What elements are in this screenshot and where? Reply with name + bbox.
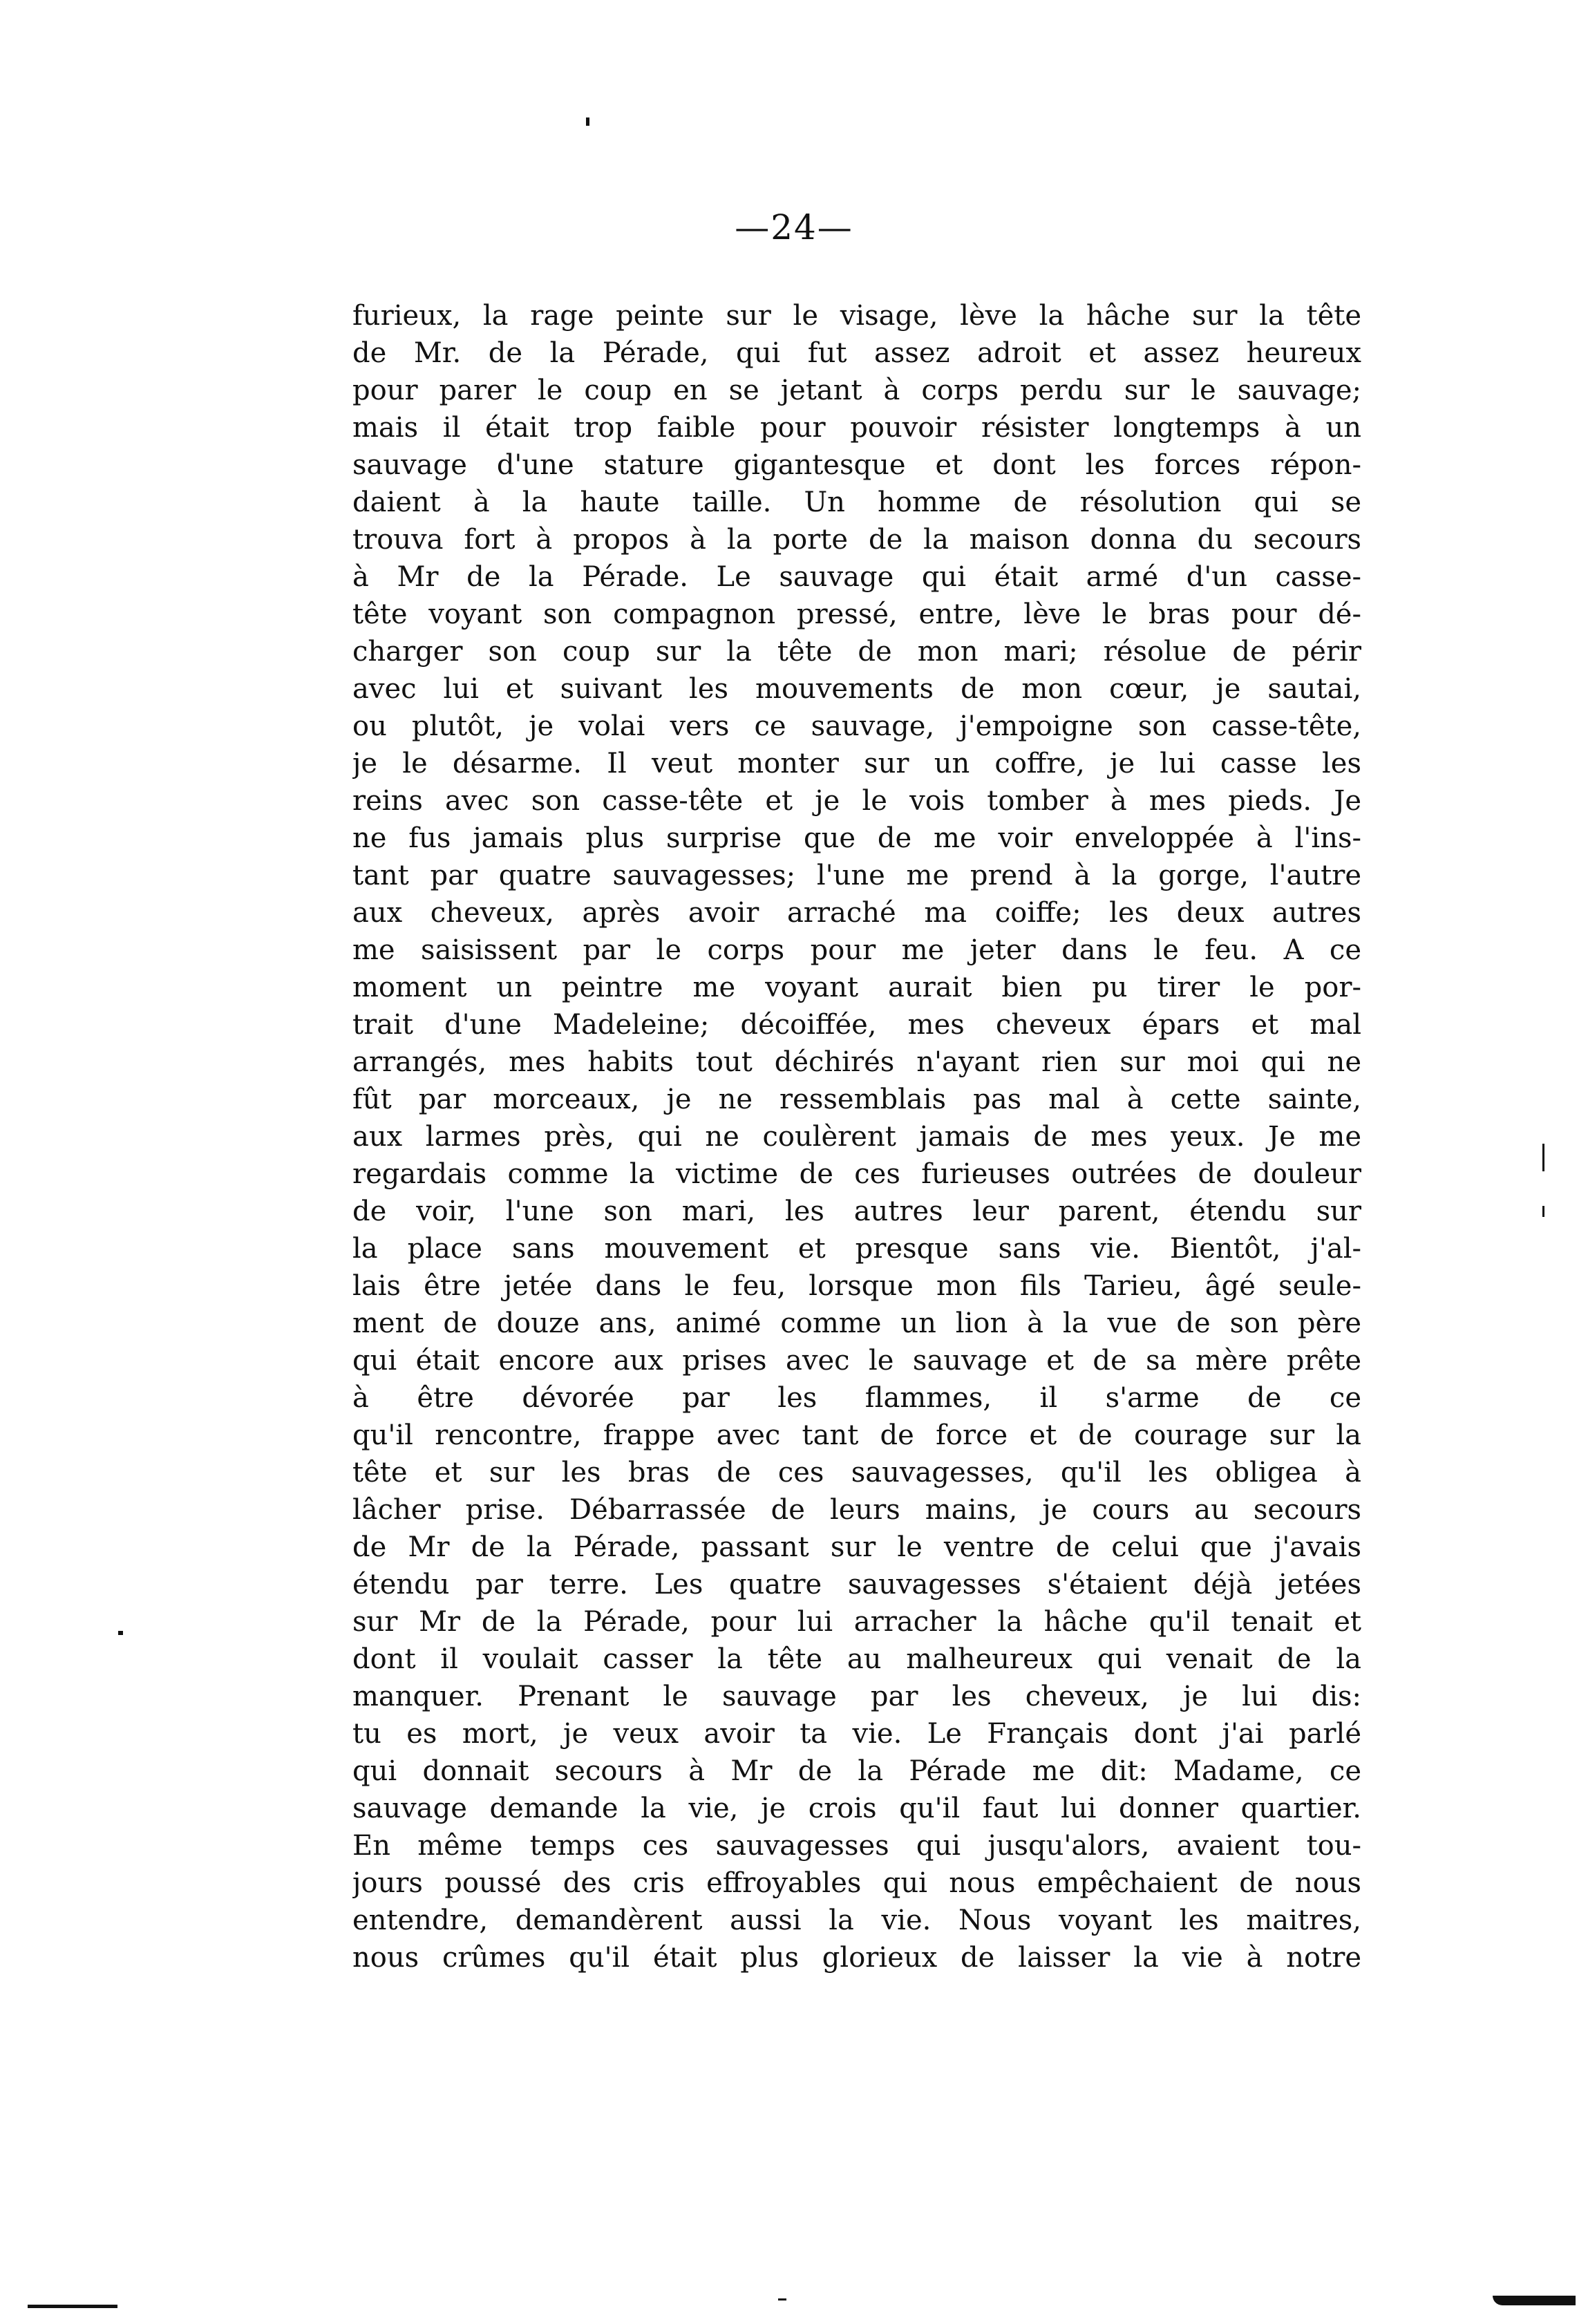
text-line: pour parer le coup en se jetant à corps perdu sur le sauvage; bbox=[352, 375, 1361, 406]
text-line: sauvage d'une stature gigantesque et dont les forces répon- bbox=[352, 449, 1361, 481]
body-text bbox=[352, 297, 1361, 1976]
text-line: lais être jetée dans le feu, lorsque mon fils Tarieu, âgé seule- bbox=[352, 1270, 1361, 1302]
text-line: dont il voulait casser la tête au malheureux qui venait de la bbox=[352, 1643, 1361, 1675]
text-line: jours poussé des cris effroyables qui nous empêchaient de nous bbox=[352, 1867, 1361, 1899]
text-line: regardais comme la victime de ces furieuses outrées de douleur bbox=[352, 1158, 1361, 1190]
text-line: tant par quatre sauvagesses; l'une me prend à la gorge, l'autre bbox=[352, 860, 1361, 891]
text-line: étendu par terre. Les quatre sauvagesses s'étaient déjà jetées bbox=[352, 1569, 1361, 1600]
ink-speck bbox=[778, 2298, 786, 2301]
text-line: tête voyant son compagnon pressé, entre, lève le bras pour dé- bbox=[352, 598, 1361, 630]
text-line: de Mr. de la Pérade, qui fut assez adroit et assez heureux bbox=[352, 337, 1361, 369]
text-line: mais il était trop faible pour pouvoir résister longtemps à un bbox=[352, 412, 1361, 444]
text-line: avec lui et suivant les mouvements de mon cœur, je sautai, bbox=[352, 673, 1361, 705]
text-line: sur Mr de la Pérade, pour lui arracher la hâche qu'il tenait et bbox=[352, 1606, 1361, 1638]
ink-speck bbox=[586, 117, 589, 126]
text-line: ne fus jamais plus surprise que de me voir enveloppée à l'ins- bbox=[352, 822, 1361, 854]
text-line: manquer. Prenant le sauvage par les cheveux, je lui dis: bbox=[352, 1681, 1361, 1712]
ink-speck bbox=[1542, 1206, 1544, 1217]
text-line: entendre, demandèrent aussi la vie. Nous voyant les maitres, bbox=[352, 1905, 1361, 1936]
text-line: tête et sur les bras de ces sauvagesses, qu'il les obligea à bbox=[352, 1457, 1361, 1489]
scan-edge-mark bbox=[28, 2305, 117, 2308]
text-line: ou plutôt, je volai vers ce sauvage, j'empoigne son casse-tête, bbox=[352, 710, 1361, 742]
text-line: qui était encore aux prises avec le sauvage et de sa mère prête bbox=[352, 1345, 1361, 1377]
text-line: furieux, la rage peinte sur le visage, lève la hâche sur la tête bbox=[352, 300, 1361, 332]
text-line: la place sans mouvement et presque sans vie. Bientôt, j'al- bbox=[352, 1233, 1361, 1265]
text-line: nous crûmes qu'il était plus glorieux de laisser la vie à notre bbox=[352, 1942, 1361, 1974]
text-line: à être dévorée par les flammes, il s'arme de ce bbox=[352, 1382, 1361, 1414]
text-line: de voir, l'une son mari, les autres leur parent, étendu sur bbox=[352, 1196, 1361, 1227]
text-line: En même temps ces sauvagesses qui jusqu'alors, avaient tou- bbox=[352, 1830, 1361, 1862]
page-number: —24— bbox=[735, 207, 853, 247]
text-line: je le désarme. Il veut monter sur un coffre, je lui casse les bbox=[352, 748, 1361, 780]
text-line: à Mr de la Pérade. Le sauvage qui était armé d'un casse- bbox=[352, 561, 1361, 593]
text-line: arrangés, mes habits tout déchirés n'ayant rien sur moi qui ne bbox=[352, 1046, 1361, 1078]
scan-edge-mark bbox=[1493, 2296, 1576, 2305]
text-line: ment de douze ans, animé comme un lion à la vue de son père bbox=[352, 1307, 1361, 1339]
text-line: trouva fort à propos à la porte de la maison donna du secours bbox=[352, 524, 1361, 556]
text-line: daient à la haute taille. Un homme de résolution qui se bbox=[352, 486, 1361, 518]
text-line: qui donnait secours à Mr de la Pérade me dit: Madame, ce bbox=[352, 1755, 1361, 1787]
text-line: aux larmes près, qui ne coulèrent jamais de mes yeux. Je me bbox=[352, 1121, 1361, 1153]
text-line: qu'il rencontre, frappe avec tant de force et de courage sur la bbox=[352, 1419, 1361, 1451]
text-line: trait d'une Madeleine; décoiffée, mes cheveux épars et mal bbox=[352, 1009, 1361, 1041]
text-line: me saisissent par le corps pour me jeter dans le feu. A ce bbox=[352, 934, 1361, 966]
text-line: tu es mort, je veux avoir ta vie. Le Français dont j'ai parlé bbox=[352, 1718, 1361, 1750]
ink-speck bbox=[118, 1631, 123, 1635]
text-line: lâcher prise. Débarrassée de leurs mains, je cours au secours bbox=[352, 1494, 1361, 1526]
text-line: aux cheveux, après avoir arraché ma coiffe; les deux autres bbox=[352, 897, 1361, 929]
text-line: charger son coup sur la tête de mon mari; résolue de périr bbox=[352, 636, 1361, 668]
text-line: reins avec son casse-tête et je le vois tomber à mes pieds. Je bbox=[352, 785, 1361, 817]
text-line: fût par morceaux, je ne ressemblais pas mal à cette sainte, bbox=[352, 1084, 1361, 1115]
ink-speck bbox=[1542, 1144, 1544, 1171]
text-line: sauvage demande la vie, je crois qu'il faut lui donner quartier. bbox=[352, 1793, 1361, 1824]
text-line: moment un peintre me voyant aurait bien pu tirer le por- bbox=[352, 972, 1361, 1003]
text-line: de Mr de la Pérade, passant sur le ventre de celui que j'avais bbox=[352, 1531, 1361, 1563]
